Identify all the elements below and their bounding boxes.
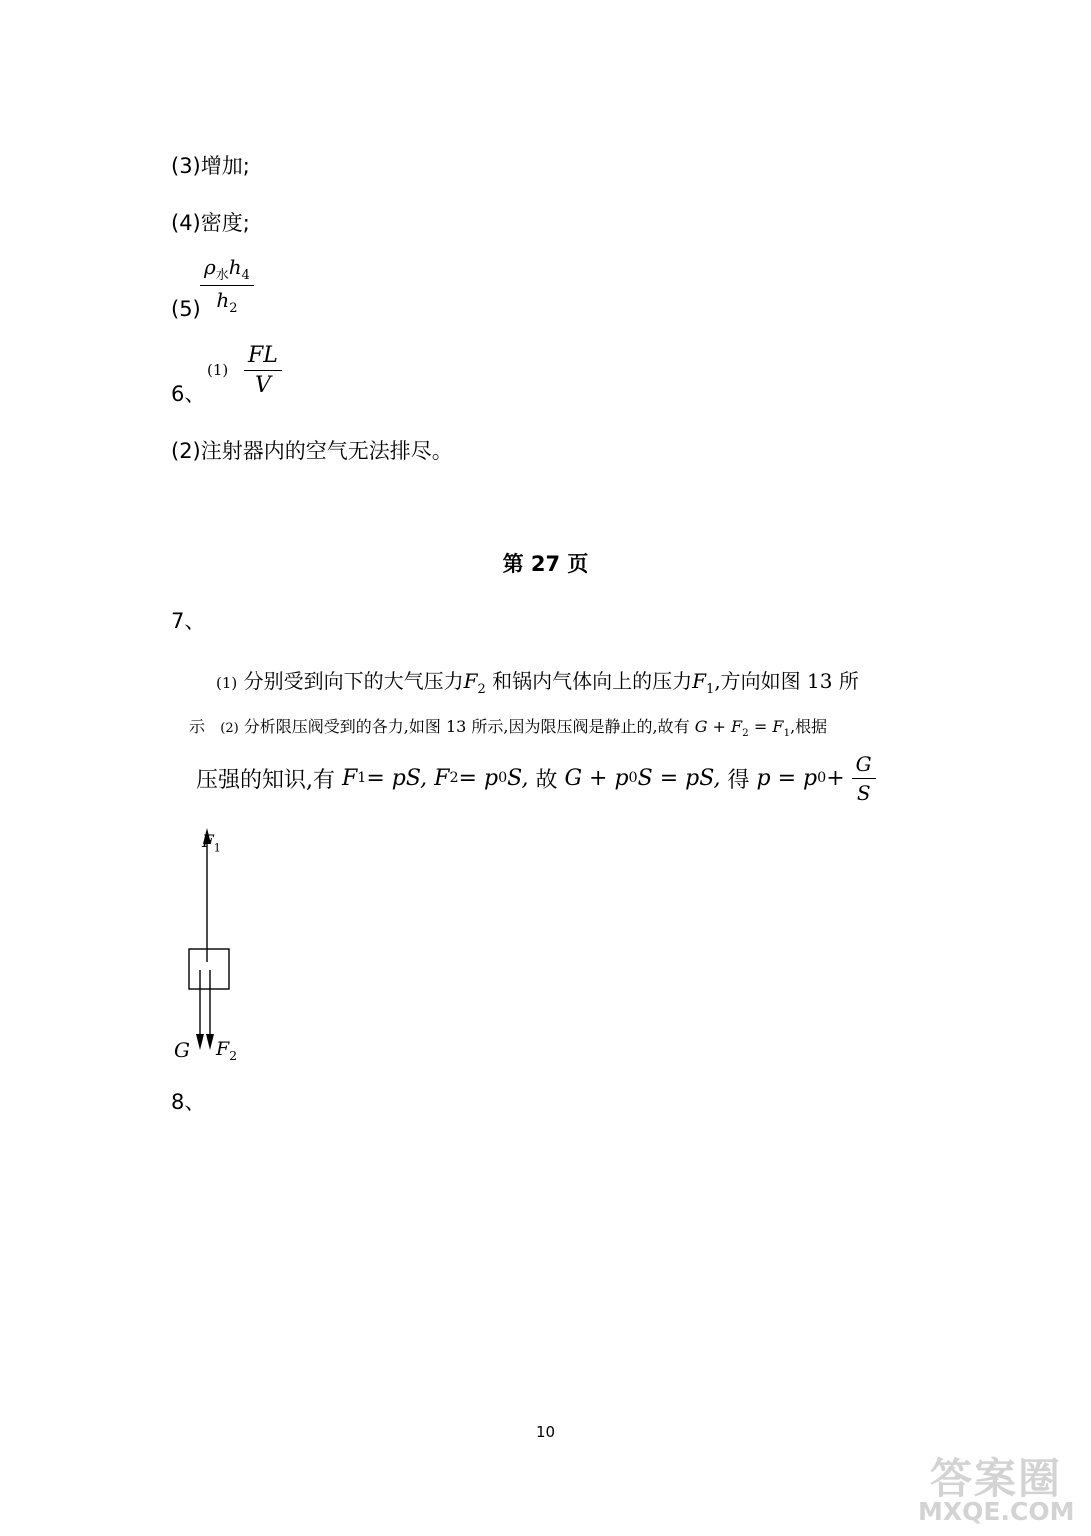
arrow-down-icon <box>196 1034 204 1050</box>
force-diagram <box>160 820 270 1070</box>
answer-5-label: (5) <box>171 297 201 321</box>
label-f1: $F_1$ <box>202 832 221 855</box>
answer-5-fraction: $\frac{\rho_水h_4}{h_2}$ <box>200 255 254 316</box>
answer-4: (4)密度; <box>171 211 250 235</box>
solution-line-2: 示 (2) 分析限压阀受到的各力,如图 13 所示,因为限压阀是静止的,故有 $G + F_2 = F_1$,根据 <box>189 717 828 740</box>
question-6-label: 6、 <box>171 382 206 406</box>
question-7-label: 7、 <box>171 609 206 633</box>
question-8-label: 8、 <box>171 1090 206 1114</box>
question-6-fraction: $\frac{FL}{V}$ <box>244 343 282 398</box>
solution-line-3: 压强的知识,有 F 1 = pS, F 2 = p 0 S, 故 G + p 0 S = pS, 得 p = p 0 + $\frac{G}{S}$ <box>196 750 876 806</box>
arrow-down-icon <box>206 1034 214 1050</box>
label-f2: $F_2$ <box>216 1038 238 1063</box>
answer-3: (3)增加; <box>171 154 250 178</box>
watermark-url: MXQE.COM <box>918 1497 1075 1526</box>
watermark-logo: 答案圈 <box>930 1454 1063 1503</box>
pressure-fraction: $\frac{G}{S}$ <box>852 752 876 805</box>
page-number: 10 <box>535 1423 556 1441</box>
question-6-part-2: (2)注射器内的空气无法排尽。 <box>171 439 453 463</box>
page-section-heading: 第 27 页 <box>502 552 589 576</box>
label-g: G <box>174 1038 190 1062</box>
pressure-valve-block <box>189 949 229 989</box>
solution-line-1: (1) 分别受到向下的大气压力$F_2$ 和锅内气体向上的压力$F_1$,方向如图 13 所 <box>216 669 859 697</box>
question-6-part-1: (1) <box>207 361 229 379</box>
